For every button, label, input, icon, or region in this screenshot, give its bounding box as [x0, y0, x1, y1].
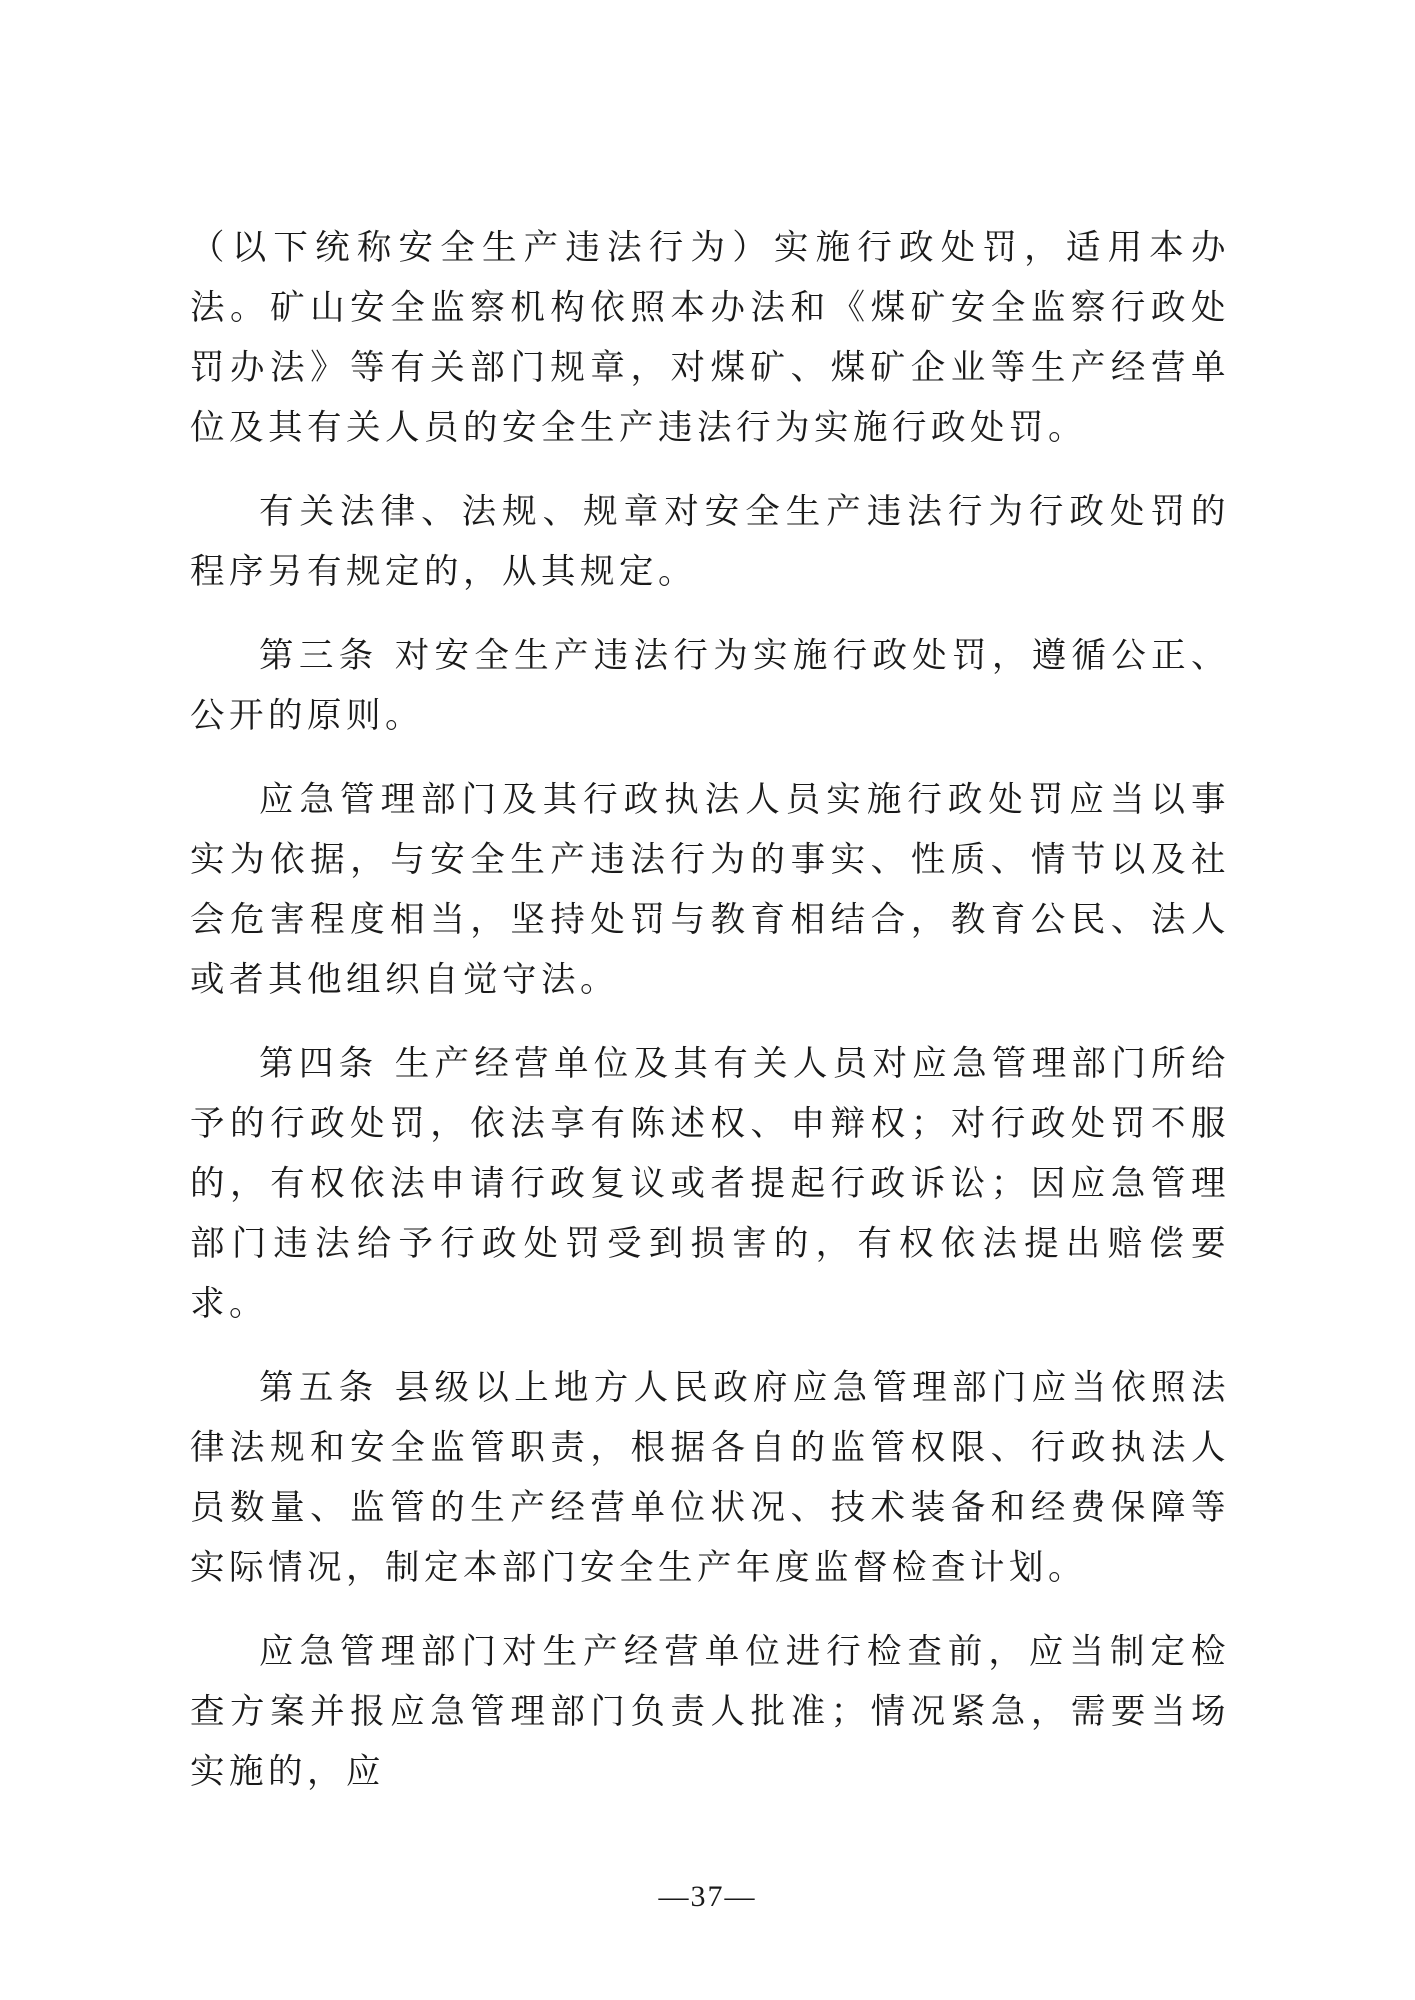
- paragraph-exception-clause: 有关法律、法规、规章对安全生产违法行为行政处罚的程序另有规定的，从其规定。: [190, 492, 1230, 592]
- page-number: —37—: [658, 1880, 757, 1913]
- document-body: [190, 218, 1230, 1826]
- paragraph-article-5-detail: 应急管理部门对生产经营单位进行检查前，应当制定检查方案并报应急管理部门负责人批准；情况紧急，需要当场实施的，应: [190, 1632, 1230, 1792]
- paragraph-article-3-detail: 应急管理部门及其行政执法人员实施行政处罚应当以事实为依据，与安全生产违法行为的事实、性质、情节以及社会危害程度相当，坚持处罚与教育相结合，教育公民、法人或者其他组织自觉守法。: [190, 780, 1230, 1000]
- paragraph-article-3: 第三条 对安全生产违法行为实施行政处罚，遵循公正、公开的原则。: [190, 636, 1230, 736]
- paragraph-continuation: （以下统称安全生产违法行为）实施行政处罚，适用本办法。矿山安全监察机构依照本办法和《煤矿安全监察行政处罚办法》等有关部门规章，对煤矿、煤矿企业等生产经营单位及其有关人员的安全生产违法行为实施行政处罚。: [190, 228, 1230, 448]
- paragraph-article-5: 第五条 县级以上地方人民政府应急管理部门应当依照法律法规和安全监管职责，根据各自的监管权限、行政执法人员数量、监管的生产经营单位状况、技术装备和经费保障等实际情况，制定本部门安全生产年度监督检查计划。: [190, 1368, 1230, 1588]
- paragraph-article-4: 第四条 生产经营单位及其有关人员对应急管理部门所给予的行政处罚，依法享有陈述权、申辩权；对行政处罚不服的，有权依法申请行政复议或者提起行政诉讼；因应急管理部门违法给予行政处罚受到损害的，有权依法提出赔偿要求。: [190, 1044, 1230, 1324]
